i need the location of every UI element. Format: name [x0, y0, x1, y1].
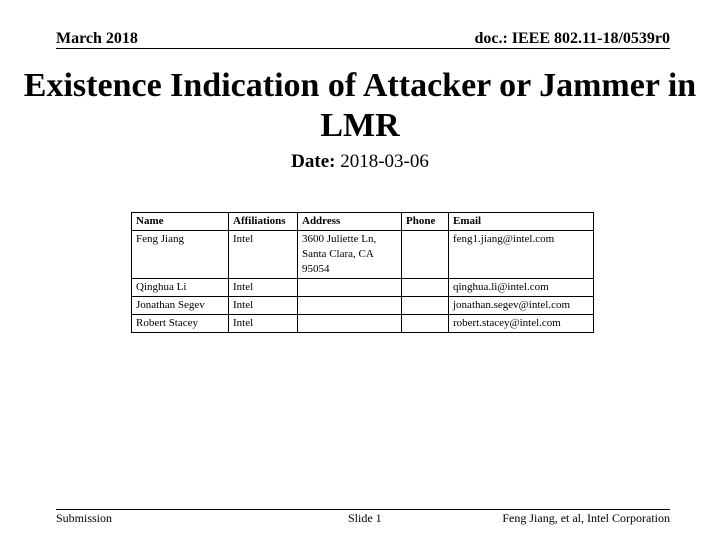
date-value: 2018-03-06 — [340, 151, 429, 172]
column-header-phone: Phone — [402, 213, 449, 231]
date-label: Date: — [291, 151, 336, 172]
authors-table — [131, 212, 594, 333]
author-name: Jonathan Segev — [132, 297, 229, 315]
header-date: March 2018 — [56, 30, 138, 47]
author-name: Qinghua Li — [132, 279, 229, 297]
author-phone — [402, 279, 449, 297]
author-email: robert.stacey@intel.com — [449, 315, 594, 333]
author-address — [298, 279, 402, 297]
header-divider — [56, 48, 670, 49]
author-address: 3600 Juliette Ln, Santa Clara, CA 95054 — [298, 231, 402, 279]
author-affiliation: Intel — [229, 231, 298, 279]
author-address — [298, 297, 402, 315]
footer-slide-number: Slide 1 — [348, 511, 382, 525]
author-phone — [402, 231, 449, 279]
table-header-row — [132, 213, 594, 231]
column-header-name: Name — [132, 213, 229, 231]
table-row — [132, 297, 594, 315]
author-name: Feng Jiang — [132, 231, 229, 279]
column-header-affiliations: Affiliations — [229, 213, 298, 231]
author-email: qinghua.li@intel.com — [449, 279, 594, 297]
author-affiliation: Intel — [229, 297, 298, 315]
author-phone — [402, 315, 449, 333]
author-phone — [402, 297, 449, 315]
header-doc-id: doc.: IEEE 802.11-18/0539r0 — [474, 30, 670, 47]
footer-authors: Feng Jiang, et al, Intel Corporation — [502, 511, 670, 525]
author-address — [298, 315, 402, 333]
slide-title: Existence Indication of Attacker or Jammer in LMR — [23, 67, 697, 144]
footer-divider — [56, 509, 670, 510]
author-affiliation: Intel — [229, 315, 298, 333]
author-affiliation: Intel — [229, 279, 298, 297]
column-header-address: Address — [298, 213, 402, 231]
table-row — [132, 315, 594, 333]
author-name: Robert Stacey — [132, 315, 229, 333]
table-row — [132, 231, 594, 279]
author-email: feng1.jiang@intel.com — [449, 231, 594, 279]
author-email: jonathan.segev@intel.com — [449, 297, 594, 315]
table-row — [132, 279, 594, 297]
footer-submission: Submission — [56, 511, 113, 525]
column-header-email: Email — [449, 213, 594, 231]
slide-date — [0, 151, 720, 173]
